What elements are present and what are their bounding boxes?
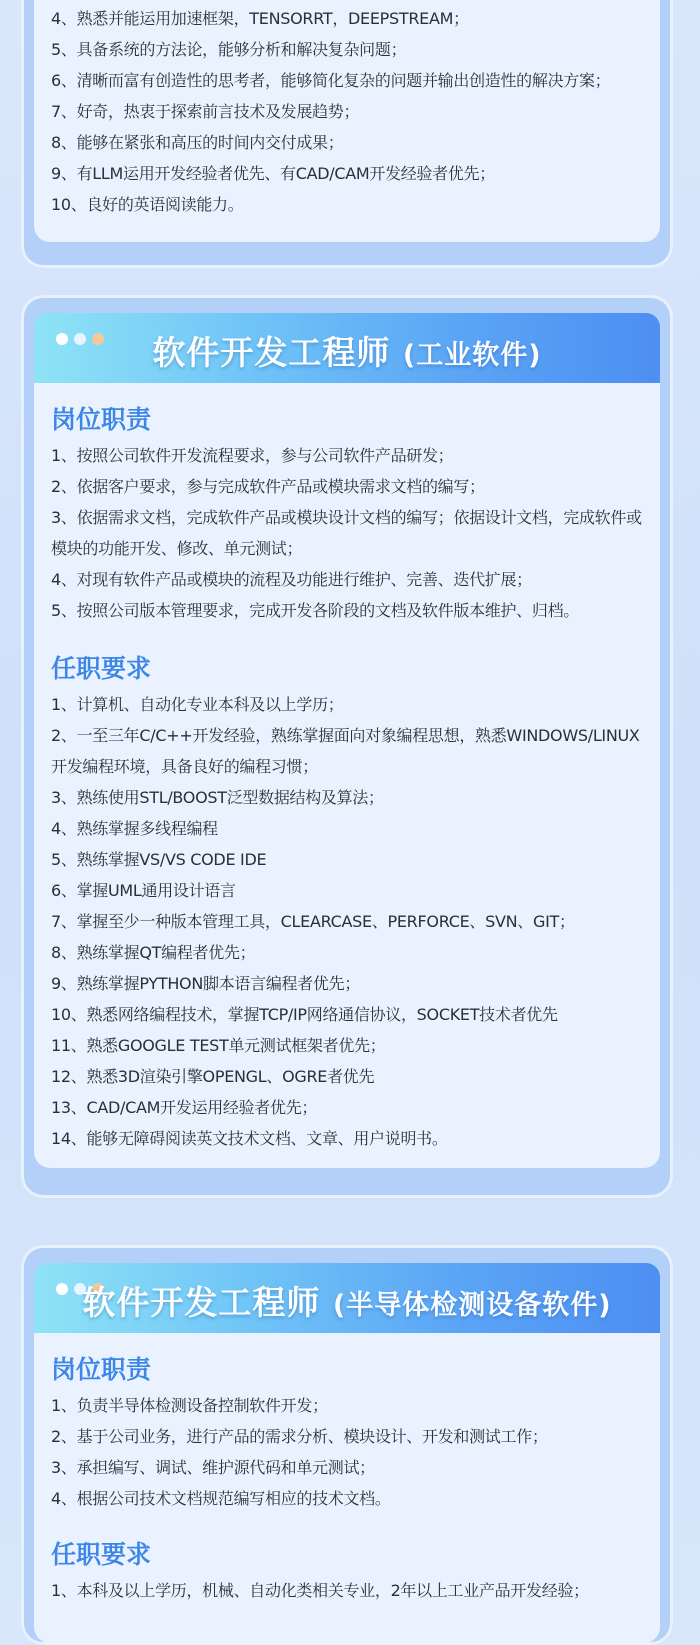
list-item: 1、按照公司软件开发流程要求，参与公司软件产品研发； — [51, 446, 454, 465]
list-item: 13、CAD/CAM开发运用经验者优先； — [51, 1098, 318, 1117]
job-card-semiconductor-software-body — [34, 1263, 660, 1643]
list-item: 1、计算机、自动化专业本科及以上学历； — [51, 695, 344, 714]
list-item: 1、负责半导体检测设备控制软件开发； — [51, 1396, 328, 1415]
job-card-industrial-software — [21, 295, 673, 1198]
list-item: 11、熟悉GOOGLE TEST单元测试框架者优先； — [51, 1036, 386, 1055]
job-title-banner — [34, 1263, 660, 1333]
list-item: 14、能够无障碍阅读英文技术文档、文章、用户说明书。 — [51, 1129, 448, 1148]
requirements-heading: 任职要求 — [51, 654, 152, 683]
list-item: 2、基于公司业务，进行产品的需求分析、模块设计、开发和测试工作； — [51, 1427, 548, 1446]
list-item: 7、掌握至少一种版本管理工具，CLEARCASE、PERFORCE、SVN、GIT； — [51, 912, 575, 931]
list-item: 2、一至三年C/C++开发经验，熟练掌握面向对象编程思想，熟悉WINDOWS/LINUX开发编程环境，具备良好的编程习惯； — [51, 726, 640, 776]
requirements-list — [51, 689, 642, 1154]
job-title: 软件开发工程师 (半导体检测设备软件) — [82, 1283, 612, 1322]
list-item: 4、根据公司技术文档规范编写相应的技术文档。 — [51, 1489, 391, 1508]
job-card-semiconductor-software — [21, 1245, 673, 1645]
list-item: 5、按照公司版本管理要求，完成开发各阶段的文档及软件版本维护、归档。 — [51, 601, 579, 620]
list-item: 3、承担编写、调试、维护源代码和单元测试； — [51, 1458, 375, 1477]
list-item: 6、清晰而富有创造性的思考者，能够简化复杂的问题并输出创造性的解决方案； — [51, 71, 611, 90]
list-item: 7、好奇，热衷于探索前言技术及发展趋势； — [51, 102, 360, 121]
list-item: 12、熟悉3D渲染引擎OPENGL、OGRE者优先 — [51, 1067, 375, 1086]
list-item: 5、熟练掌握VS/VS CODE IDE — [51, 850, 267, 869]
requirements-list — [51, 3, 642, 220]
job-card-previous — [21, 0, 673, 268]
list-item: 3、依据需求文档，完成软件产品或模块设计文档的编写；依据设计文档，完成软件或模块的功能开发、修改、单元测试； — [51, 508, 642, 558]
duties-heading: 岗位职责 — [51, 1355, 152, 1384]
job-card-industrial-software-body — [34, 313, 660, 1168]
list-item: 10、良好的英语阅读能力。 — [51, 195, 244, 214]
duties-list — [51, 440, 642, 626]
list-item: 4、对现有软件产品或模块的流程及功能进行维护、完善、迭代扩展； — [51, 570, 532, 589]
list-item: 10、熟悉网络编程技术，掌握TCP/IP网络通信协议，SOCKET技术者优先 — [51, 1005, 558, 1024]
list-item: 3、熟练使用STL/BOOST泛型数据结构及算法； — [51, 788, 384, 807]
job-title-banner — [34, 313, 660, 383]
duties-list — [51, 1390, 642, 1514]
list-item: 9、熟练掌握PYTHON脚本语言编程者优先； — [51, 974, 361, 993]
requirements-heading: 任职要求 — [51, 1540, 152, 1569]
list-item: 9、有LLM运用开发经验者优先、有CAD/CAM开发经验者优先； — [51, 164, 495, 183]
list-item: 2、依据客户要求，参与完成软件产品或模块需求文档的编写； — [51, 477, 485, 496]
requirements-list — [51, 1575, 642, 1606]
job-title: 软件开发工程师 (工业软件) — [152, 333, 542, 372]
list-item: 1、本科及以上学历，机械、自动化类相关专业，2年以上工业产品开发经验； — [51, 1581, 589, 1600]
list-item: 4、熟练掌握多线程编程 — [51, 819, 218, 838]
list-item: 8、能够在紧张和高压的时间内交付成果； — [51, 133, 344, 152]
duties-heading: 岗位职责 — [51, 405, 152, 434]
list-item: 6、掌握UML通用设计语言 — [51, 881, 236, 900]
list-item: 4、熟悉并能运用加速框架，TENSORRT，DEEPSTREAM； — [51, 9, 469, 28]
job-card-previous-body — [34, 0, 660, 242]
list-item: 8、熟练掌握QT编程者优先； — [51, 943, 256, 962]
list-item: 5、具备系统的方法论，能够分析和解决复杂问题； — [51, 40, 407, 59]
